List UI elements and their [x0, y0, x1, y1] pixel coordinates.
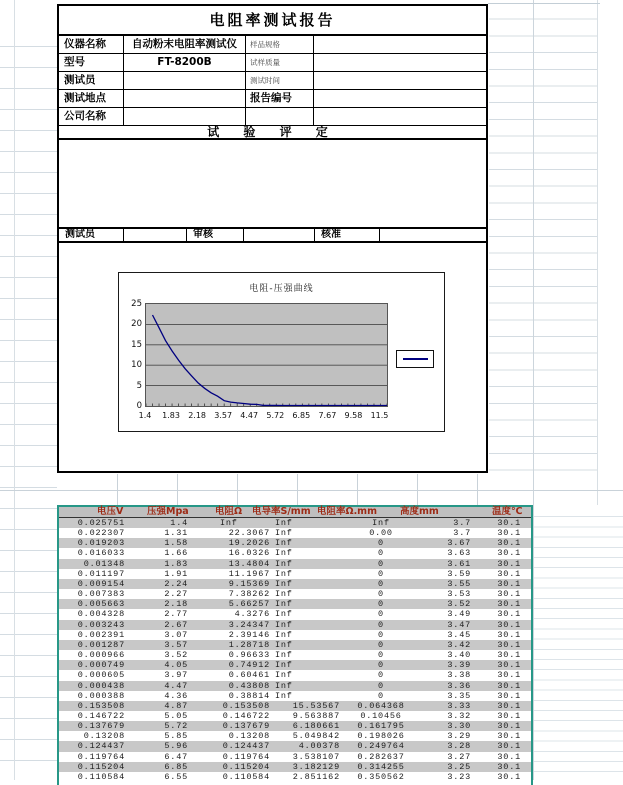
- table-cell: 3.182129: [292, 761, 340, 772]
- chart-y-tick-label: 5: [136, 380, 142, 391]
- table-row: [59, 681, 531, 691]
- table-cell: Inf: [220, 518, 238, 528]
- chart-y-tick-label: 10: [131, 360, 142, 371]
- form-label-instrument: 仪器名称: [59, 36, 124, 54]
- table-cell: 0.161795: [357, 721, 405, 732]
- table-cell: 30.1: [497, 629, 521, 640]
- chart-x-tick-label: 3.57: [214, 411, 233, 420]
- form-value-report-number: [314, 90, 486, 108]
- table-header-cell: 高度mm: [400, 506, 439, 517]
- table-row: [59, 620, 531, 630]
- table-cell: 0.38814: [228, 690, 270, 701]
- form-value-empty: [314, 108, 486, 126]
- table-row: [59, 721, 531, 731]
- table-cell: Inf: [275, 639, 293, 650]
- table-row: [59, 650, 531, 660]
- table-cell: 13.4804: [228, 558, 270, 569]
- table-cell: 3.23: [447, 771, 471, 782]
- table-cell: 6.180661: [292, 721, 340, 732]
- table-row: [59, 589, 531, 599]
- table-cell: 0: [378, 609, 384, 620]
- table-cell: 0.146722: [77, 710, 125, 721]
- table-cell: 0.00: [369, 528, 393, 539]
- table-row: [59, 569, 531, 579]
- report-title: 电阻率测试报告: [59, 6, 486, 36]
- table-cell: 0: [378, 639, 384, 650]
- table-row: [59, 518, 531, 528]
- table-cell: 0.137679: [222, 721, 270, 732]
- table-cell: 30.1: [497, 660, 521, 671]
- table-cell: 1.58: [164, 538, 188, 549]
- table-row: [59, 691, 531, 701]
- form-value-sample-spec: [314, 36, 486, 54]
- table-cell: Inf: [275, 518, 293, 528]
- table-cell: 30.1: [497, 690, 521, 701]
- table-cell: 3.36: [447, 680, 471, 691]
- excel-gridline-vertical-gap: [177, 474, 178, 505]
- excel-gridline-vertical-gap: [357, 474, 358, 505]
- table-cell: Inf: [275, 538, 293, 549]
- table-cell: 0: [378, 558, 384, 569]
- table-cell: 5.85: [164, 731, 188, 742]
- excel-gridline-top: [488, 3, 600, 4]
- chart-y-tick-label: 25: [131, 299, 142, 309]
- table-cell: 1.83: [164, 558, 188, 569]
- table-cell: 9.15369: [228, 578, 270, 589]
- table-cell: 6.55: [164, 771, 188, 782]
- table-header-cell: 电阻率Ω.mm: [317, 506, 377, 517]
- table-cell: 3.63: [447, 548, 471, 559]
- table-cell: 0: [378, 680, 384, 691]
- table-cell: 9.563887: [292, 710, 340, 721]
- table-row: [59, 630, 531, 640]
- table-header-cell: 电导率S/mm: [252, 506, 311, 517]
- table-cell: 30.1: [497, 589, 521, 600]
- signature-value-reviewer: [244, 229, 315, 241]
- table-cell: 7.38262: [228, 589, 270, 600]
- chart-x-tick-label: 1.83: [162, 411, 180, 420]
- table-row: [59, 731, 531, 741]
- chart-title: 电阻-压强曲线: [249, 284, 314, 294]
- table-cell: 0: [378, 548, 384, 559]
- report-form: [59, 36, 486, 126]
- table-cell: 30.1: [497, 528, 521, 539]
- chart-x-tick-label: 7.67: [318, 411, 337, 420]
- table-cell: 0.019203: [77, 538, 125, 549]
- table-cell: 6.85: [164, 761, 188, 772]
- table-cell: 0.110584: [77, 771, 125, 782]
- table-cell: 0.153508: [77, 700, 125, 711]
- table-cell: 0.005663: [77, 599, 125, 610]
- form-label-report-number: 报告编号: [246, 90, 314, 108]
- excel-gridlines-right-margin-lower: [534, 507, 623, 780]
- table-cell: 30.1: [497, 771, 521, 782]
- table-cell: 0.001287: [77, 639, 125, 650]
- table-row: [59, 579, 531, 589]
- table-header-cell: 电阻Ω: [215, 506, 243, 517]
- table-cell: 0.115204: [77, 761, 125, 772]
- table-cell: 0.009154: [77, 578, 125, 589]
- table-cell: 0.007383: [77, 589, 125, 600]
- chart-y-tick-label: 0: [136, 401, 142, 411]
- form-label-test-time: 测试时间: [246, 72, 314, 90]
- table-cell: 2.851162: [292, 771, 340, 782]
- table-row: [59, 741, 531, 751]
- chart-line-svg: [146, 304, 387, 406]
- chart-y-tick-label: 20: [131, 319, 142, 330]
- form-label-empty: [246, 108, 314, 126]
- chart-x-tick-label: 11.5: [370, 411, 389, 420]
- table-cell: 15.53567: [292, 700, 340, 711]
- table-cell: 0: [378, 578, 384, 589]
- form-label-model: 型号: [59, 54, 124, 72]
- table-cell: 3.32: [447, 710, 471, 721]
- table-row: [59, 762, 531, 772]
- excel-gridline-vertical-gap: [117, 474, 118, 505]
- table-cell: 3.24347: [228, 619, 270, 630]
- table-cell: 4.36: [164, 690, 188, 701]
- table-cell: 0: [378, 599, 384, 610]
- table-cell: 30.1: [497, 578, 521, 589]
- table-cell: 1.4: [170, 518, 188, 528]
- table-cell: 30.1: [497, 518, 521, 528]
- form-label-location: 测试地点: [59, 90, 124, 108]
- table-cell: 3.28: [447, 741, 471, 752]
- table-cell: 0.146722: [222, 710, 270, 721]
- table-cell: 3.29: [447, 731, 471, 742]
- table-cell: Inf: [275, 670, 293, 681]
- table-cell: 2.18: [164, 599, 188, 610]
- table-cell: 0.350562: [357, 771, 405, 782]
- table-cell: 19.2026: [228, 538, 270, 549]
- table-cell: 30.1: [497, 609, 521, 620]
- table-cell: Inf: [275, 528, 293, 539]
- chart-x-tick-label: 6.85: [292, 411, 311, 420]
- chart-plot-area: [145, 303, 388, 407]
- table-cell: 0.025751: [77, 518, 125, 528]
- table-cell: 4.00378: [298, 741, 340, 752]
- table-cell: 2.39146: [228, 629, 270, 640]
- table-cell: 0.198026: [357, 731, 405, 742]
- table-cell: Inf: [275, 650, 293, 661]
- table-cell: 4.47: [164, 680, 188, 691]
- table-cell: 0.10456: [360, 710, 402, 721]
- table-cell: Inf: [275, 660, 293, 671]
- report-frame: [57, 4, 488, 473]
- table-cell: 0.43808: [228, 680, 270, 691]
- excel-gridline-vertical-right: [533, 0, 534, 780]
- table-cell: 30.1: [497, 731, 521, 742]
- table-cell: 3.97: [164, 670, 188, 681]
- table-row: [59, 711, 531, 721]
- table-cell: 3.59: [447, 568, 471, 579]
- table-cell: 0: [378, 619, 384, 630]
- table-cell: 6.47: [164, 751, 188, 762]
- table-cell: 0.000749: [77, 660, 125, 671]
- table-cell: 0.01348: [83, 558, 125, 569]
- table-cell: 3.42: [447, 639, 471, 650]
- signature-row: [59, 227, 486, 243]
- table-header-cell: 温度℃: [492, 506, 523, 517]
- table-cell: Inf: [275, 548, 293, 559]
- table-cell: Inf: [275, 589, 293, 600]
- table-cell: Inf: [275, 690, 293, 701]
- table-cell: 0.282637: [357, 751, 405, 762]
- table-cell: 30.1: [497, 741, 521, 752]
- excel-gridlines-right-margin: [489, 3, 598, 473]
- excel-gridline-gap-horizontal: [0, 490, 623, 491]
- table-cell: Inf: [275, 558, 293, 569]
- table-cell: 0.064368: [357, 700, 405, 711]
- table-row: [59, 670, 531, 680]
- table-cell: 4.3276: [234, 609, 270, 620]
- table-cell: 3.47: [447, 619, 471, 630]
- form-value-sample-mass: [314, 54, 486, 72]
- table-cell: 0.002391: [77, 629, 125, 640]
- table-header-cell: 压强Mpa: [147, 506, 189, 517]
- table-cell: 0.153508: [222, 700, 270, 711]
- evaluation-empty-area: [59, 140, 486, 227]
- table-cell: 3.52: [164, 650, 188, 661]
- table-cell: 0.022307: [77, 528, 125, 539]
- form-value-location: [124, 90, 246, 108]
- table-cell: 0.000388: [77, 690, 125, 701]
- table-cell: 0: [378, 690, 384, 701]
- chart-x-tick-label: 1.4: [138, 411, 152, 420]
- table-cell: Inf: [275, 578, 293, 589]
- table-cell: 2.24: [164, 578, 188, 589]
- table-cell: 30.1: [497, 721, 521, 732]
- table-cell: 1.91: [164, 568, 188, 579]
- table-cell: 3.7: [453, 528, 471, 539]
- table-cell: 0.60461: [228, 670, 270, 681]
- table-cell: 30.1: [497, 558, 521, 569]
- table-row: [59, 660, 531, 670]
- table-cell: 0: [378, 670, 384, 681]
- table-cell: 0.000966: [77, 650, 125, 661]
- form-value-instrument: 自动粉末电阻率测试仪: [124, 36, 246, 54]
- table-cell: 11.1967: [228, 568, 270, 579]
- table-row: [59, 599, 531, 609]
- table-cell: 0: [378, 589, 384, 600]
- table-cell: 3.39: [447, 660, 471, 671]
- table-cell: 0.124437: [222, 741, 270, 752]
- excel-gridline-vertical-gap: [477, 474, 478, 505]
- excel-gridline-vertical-left: [14, 0, 15, 780]
- chart-y-tick-label: 15: [131, 339, 142, 350]
- table-cell: 0.13208: [228, 731, 270, 742]
- table-cell: 2.27: [164, 589, 188, 600]
- signature-label-approver: 核准: [315, 229, 380, 241]
- signature-value-approver: [380, 229, 486, 241]
- table-cell: 3.53: [447, 589, 471, 600]
- table-cell: Inf: [275, 619, 293, 630]
- form-value-tester: [124, 72, 246, 90]
- table-cell: Inf: [275, 568, 293, 579]
- form-label-company: 公司名称: [59, 108, 124, 126]
- table-cell: 30.1: [497, 548, 521, 559]
- table-cell: 3.33: [447, 700, 471, 711]
- table-body: [59, 518, 531, 782]
- table-cell: 3.25: [447, 761, 471, 772]
- table-cell: Inf: [275, 609, 293, 620]
- table-cell: 3.538107: [292, 751, 340, 762]
- table-row: [59, 609, 531, 619]
- table-cell: Inf: [275, 680, 293, 691]
- table-cell: 0.003243: [77, 619, 125, 630]
- table-cell: 30.1: [497, 568, 521, 579]
- form-value-test-time: [314, 72, 486, 90]
- table-cell: 30.1: [497, 700, 521, 711]
- excel-gridline-vertical-gap: [417, 474, 418, 505]
- table-cell: 0.110584: [222, 771, 270, 782]
- form-label-sample-mass: 试样质量: [246, 54, 314, 72]
- excel-gridline-vertical-right-2: [597, 0, 598, 505]
- chart-x-tick-label: 5.72: [266, 411, 285, 420]
- table-cell: Inf: [275, 599, 293, 610]
- measurement-table: [57, 505, 533, 785]
- excel-gridline-vertical-gap: [297, 474, 298, 505]
- table-cell: 3.35: [447, 690, 471, 701]
- table-cell: 30.1: [497, 639, 521, 650]
- table-cell: 30.1: [497, 538, 521, 549]
- table-cell: 0.13208: [83, 731, 125, 742]
- table-cell: 3.57: [164, 639, 188, 650]
- table-cell: 2.77: [164, 609, 188, 620]
- table-row: [59, 538, 531, 548]
- chart-x-tick-label: 4.47: [240, 411, 259, 420]
- table-row: [59, 559, 531, 569]
- table-cell: 4.05: [164, 660, 188, 671]
- table-cell: 0.004328: [77, 609, 125, 620]
- table-cell: 0.011197: [77, 568, 125, 579]
- table-cell: 1.66: [164, 548, 188, 559]
- excel-gridlines-left-margin: [0, 26, 57, 766]
- table-cell: 3.52: [447, 599, 471, 610]
- table-cell: 30.1: [497, 751, 521, 762]
- chart-legend: [396, 350, 434, 368]
- excel-gridline-vertical-gap: [237, 474, 238, 505]
- table-cell: 5.96: [164, 741, 188, 752]
- table-cell: 3.38: [447, 670, 471, 681]
- table-cell: 3.49: [447, 609, 471, 620]
- table-cell: 0.96633: [228, 650, 270, 661]
- table-cell: 5.05: [164, 710, 188, 721]
- table-cell: Inf: [275, 629, 293, 640]
- table-row: [59, 548, 531, 558]
- table-header-cell: 电压V: [97, 506, 124, 517]
- table-cell: 3.7: [453, 518, 471, 528]
- table-cell: 30.1: [497, 680, 521, 691]
- table-cell: 3.55: [447, 578, 471, 589]
- table-cell: 30.1: [497, 670, 521, 681]
- form-value-model: FT-8200B: [124, 54, 246, 72]
- table-row: [59, 772, 531, 782]
- form-value-company: [124, 108, 246, 126]
- table-cell: 0: [378, 660, 384, 671]
- table-cell: 5.66257: [228, 599, 270, 610]
- table-cell: 3.45: [447, 629, 471, 640]
- signature-label-tester: 测试员: [59, 229, 124, 241]
- legend-line-marker: [403, 358, 428, 360]
- form-label-tester: 测试员: [59, 72, 124, 90]
- table-cell: 5.72: [164, 721, 188, 732]
- table-cell: 16.0326: [228, 548, 270, 559]
- table-cell: 30.1: [497, 619, 521, 630]
- table-cell: 3.67: [447, 538, 471, 549]
- table-row: [59, 640, 531, 650]
- table-cell: 0.000438: [77, 680, 125, 691]
- resistance-pressure-chart: [118, 272, 445, 432]
- table-cell: 0.314255: [357, 761, 405, 772]
- signature-value-tester: [124, 229, 187, 241]
- table-cell: 30.1: [497, 710, 521, 721]
- table-cell: 0.249764: [357, 741, 405, 752]
- table-cell: 0.000605: [77, 670, 125, 681]
- table-cell: 1.31: [164, 528, 188, 539]
- table-cell: 0: [378, 568, 384, 579]
- table-cell: 0.124437: [77, 741, 125, 752]
- table-row: [59, 528, 531, 538]
- table-cell: 30.1: [497, 761, 521, 772]
- table-row: [59, 701, 531, 711]
- table-cell: 0: [378, 650, 384, 661]
- table-cell: 3.07: [164, 629, 188, 640]
- table-header-row: [59, 507, 531, 518]
- table-cell: 3.61: [447, 558, 471, 569]
- table-cell: 0.016033: [77, 548, 125, 559]
- signature-label-reviewer: 审核: [187, 229, 244, 241]
- table-cell: 0.115204: [222, 761, 270, 772]
- table-cell: 0: [378, 538, 384, 549]
- table-cell: 3.40: [447, 650, 471, 661]
- table-cell: 1.28718: [228, 639, 270, 650]
- table-cell: 0.74912: [228, 660, 270, 671]
- table-cell: 0.119764: [222, 751, 270, 762]
- table-cell: 3.27: [447, 751, 471, 762]
- table-cell: 0.137679: [77, 721, 125, 732]
- form-label-sample-spec: 样品规格: [246, 36, 314, 54]
- table-cell: 2.67: [164, 619, 188, 630]
- table-cell: Inf: [372, 518, 390, 528]
- chart-x-tick-label: 2.18: [188, 411, 206, 420]
- table-cell: 0: [378, 629, 384, 640]
- table-cell: 22.3067: [228, 528, 270, 539]
- chart-x-tick-label: 9.58: [344, 411, 363, 420]
- table-cell: 0.119764: [77, 751, 125, 762]
- table-cell: 3.30: [447, 721, 471, 732]
- section-title-evaluation: 试 验 评 定: [59, 126, 486, 140]
- table-row: [59, 752, 531, 762]
- table-cell: 30.1: [497, 599, 521, 610]
- table-cell: 30.1: [497, 650, 521, 661]
- table-cell: 5.049842: [292, 731, 340, 742]
- table-cell: 4.87: [164, 700, 188, 711]
